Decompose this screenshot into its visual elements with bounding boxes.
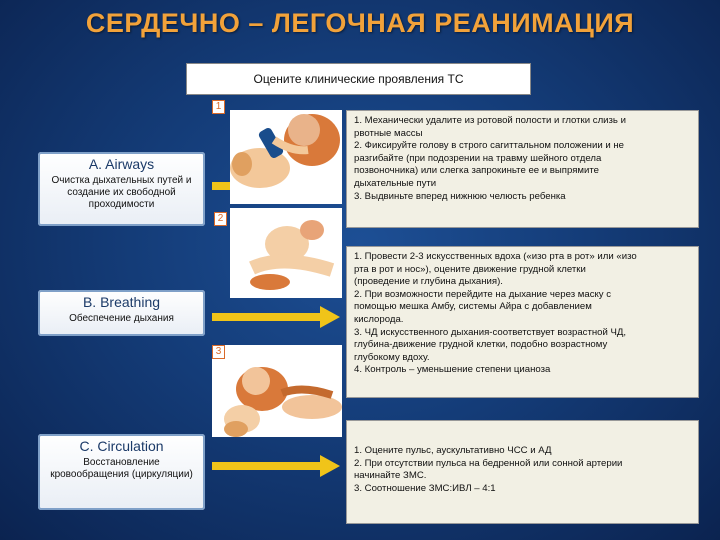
breathing-arrow-icon xyxy=(212,306,340,328)
airways-detail-line: рвотные массы xyxy=(354,127,423,139)
airways-details xyxy=(346,110,699,228)
airways-detail-line: позвоночника) или слегка запрокиньте ее и выпрямите xyxy=(354,165,599,177)
airways-detail-line: 2. Фиксируйте голову в строго сагиттальном положении и не xyxy=(354,140,625,152)
photo-2 xyxy=(212,208,342,298)
circulation-description: Восстановление кровообращения (циркуляции) xyxy=(50,457,193,480)
rescue-breathing-illustration-icon xyxy=(212,345,342,437)
photo-3-number: 3 xyxy=(212,345,225,359)
photo-2-number: 2 xyxy=(214,212,227,226)
circulation-box xyxy=(38,434,205,510)
airways-detail-line: разгибайте (при подозрении на травму шейного отдела xyxy=(354,152,602,164)
circulation-heading: C. Circulation xyxy=(79,438,164,454)
circulation-detail-line: 3. Соотношение ЗМС:ИВЛ – 4:1 xyxy=(354,482,496,494)
breathing-detail-line: 2. При возможности перейдите на дыхание через маску с xyxy=(354,288,612,300)
breathing-detail-line: глубина-движение грудной клетки, подобно возрастному xyxy=(354,339,608,351)
subtitle-box xyxy=(186,63,531,95)
head-tilt-illustration-icon xyxy=(212,208,342,298)
airways-detail-line: дыхательные пути xyxy=(354,177,437,189)
photo-1-number: 1 xyxy=(212,100,225,114)
breathing-detail-line: рта в рот и нос»), оцените движение грудной клетки xyxy=(354,263,586,275)
circulation-details xyxy=(346,420,699,524)
airways-heading: A. Airways xyxy=(88,156,155,172)
photo-1 xyxy=(212,100,342,204)
breathing-heading: B. Breathing xyxy=(82,294,161,310)
mouth-cleaning-illustration-icon xyxy=(212,100,342,204)
breathing-detail-line: 1. Провести 2-3 искусственных вдоха («изо рта в рот» или «изо xyxy=(354,251,637,262)
breathing-detail-line: 4. Контроль – уменьшение степени цианоза xyxy=(354,364,551,376)
breathing-detail-line: кислорода. xyxy=(354,313,404,325)
breathing-box xyxy=(38,290,205,336)
breathing-detail-line: 3. ЧД искусственного дыхания-соответствует возрастной ЧД, xyxy=(354,326,627,338)
circulation-detail-line: 1. Оцените пульс, аускультативно ЧСС и АД xyxy=(354,445,552,456)
airways-description: Очистка дыхательных путей и создание их свободной проходимости xyxy=(51,175,192,210)
breathing-detail-line: (проведение и глубина дыхания). xyxy=(354,276,503,288)
circulation-detail-line: 2. При отсутствии пульса на бедренной или сонной артерии xyxy=(354,457,623,469)
subtitle-text: Оцените клинические проявления ТС xyxy=(253,72,464,86)
airways-box xyxy=(38,152,205,226)
breathing-detail-line: глубокому вдоху. xyxy=(354,351,430,363)
breathing-details xyxy=(346,246,699,398)
airways-detail-line: 3. Выдвиньте вперед нижнюю челюсть ребенка xyxy=(354,190,566,202)
page-title: СЕРДЕЧНО – ЛЕГОЧНАЯ РЕАНИМАЦИЯ xyxy=(85,8,635,38)
breathing-detail-line: помощью мешка Амбу, системы Айра с добавлением xyxy=(354,301,592,313)
circulation-detail-line: начинайте ЗМС. xyxy=(354,470,427,482)
airways-detail-line: 1. Механически удалите из ротовой полости и глотки слизь и xyxy=(354,115,626,126)
photo-3 xyxy=(212,345,342,437)
breathing-description: Обеспечение дыхания xyxy=(69,313,174,324)
circulation-arrow-icon xyxy=(212,455,340,477)
